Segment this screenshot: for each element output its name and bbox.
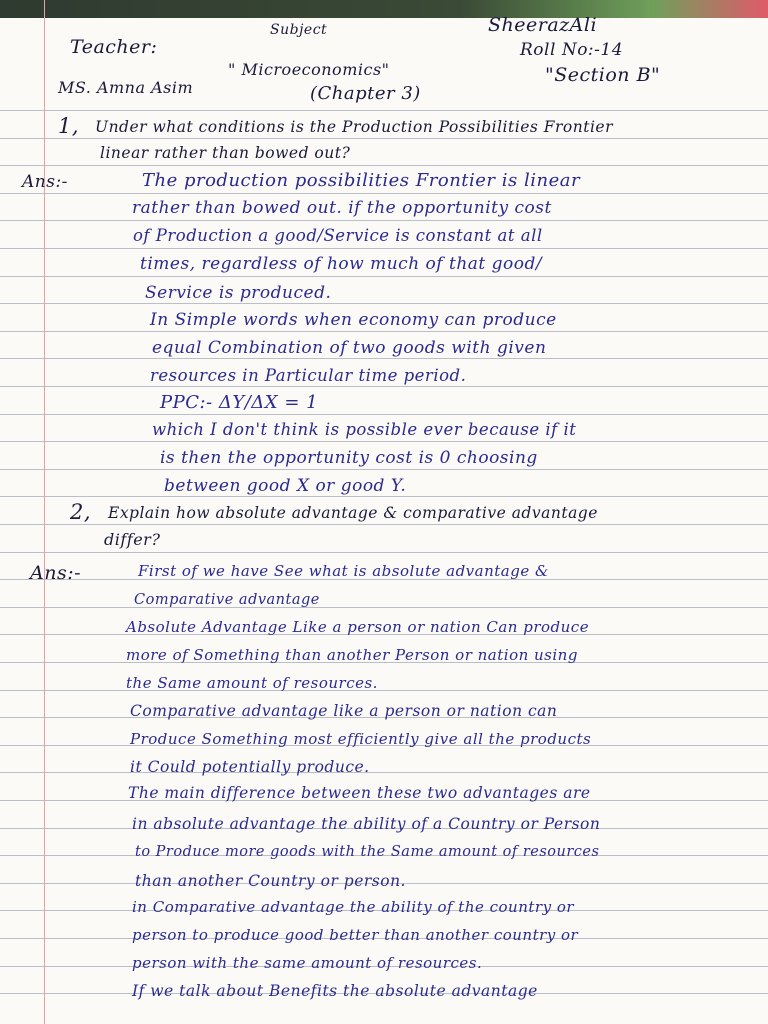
answer-line: rather than bowed out. if the opportunity cost (132, 198, 552, 218)
ruled-line (0, 165, 768, 166)
answer-line: it Could potentially produce. (130, 758, 370, 776)
teacher-name: MS. Amna Asim (58, 78, 194, 97)
question-line: linear rather than bowed out? (100, 144, 351, 162)
answer-line: In Simple words when economy can produce (150, 310, 557, 330)
answer-line: in Comparative advantage the ability of the country or (132, 898, 575, 916)
chapter: (Chapter 3) (310, 83, 421, 104)
ruled-line (0, 469, 768, 470)
question-number: 2, (70, 500, 92, 524)
ruled-line (0, 303, 768, 304)
ruled-line (0, 248, 768, 249)
ruled-line (0, 772, 768, 773)
answer-line: than another Country or person. (135, 872, 406, 890)
ruled-line (0, 386, 768, 387)
answer-label: Ans:- (30, 562, 82, 584)
answer-line: Produce Something most efficiently give all the products (130, 730, 592, 748)
ruled-line (0, 496, 768, 497)
answer-line: equal Combination of two goods with given (152, 338, 547, 358)
answer-line: which I don't think is possible ever because if it (152, 420, 577, 439)
answer-line: PPC:- ΔY/ΔX = 1 (160, 392, 319, 413)
answer-line: to Produce more goods with the Same amount of resources (135, 844, 600, 860)
answer-line: The main difference between these two advantages are (128, 784, 591, 802)
ruled-line (0, 358, 768, 359)
ruled-line (0, 276, 768, 277)
ruled-line (0, 524, 768, 525)
answer-line: Comparative advantage like a person or nation can (130, 702, 558, 720)
answer-line: Absolute Advantage Like a person or nation Can produce (126, 618, 590, 636)
student-name: SheerazAli (488, 14, 598, 36)
roll-no: Roll No:-14 (520, 40, 624, 60)
margin-line (44, 0, 45, 1024)
question-number: 1, (58, 114, 80, 138)
answer-line: Service is produced. (145, 283, 332, 303)
answer-line: First of we have See what is absolute advantage & (138, 562, 549, 580)
ruled-line (0, 690, 768, 691)
ruled-line (0, 552, 768, 553)
answer-line: If we talk about Benefits the absolute advantage (132, 982, 538, 1000)
answer-label: Ans:- (22, 172, 68, 192)
ruled-line (0, 331, 768, 332)
answer-line: is then the opportunity cost is 0 choosing (160, 448, 538, 468)
ruled-line (0, 607, 768, 608)
ruled-line (0, 110, 768, 111)
ruled-line (0, 220, 768, 221)
section: "Section B" (545, 64, 661, 86)
ruled-line (0, 138, 768, 139)
answer-line: in absolute advantage the ability of a Country or Person (132, 815, 601, 833)
question-line: Explain how absolute advantage & comparative advantage (108, 504, 598, 522)
ruled-line (0, 414, 768, 415)
subject-name: " Microeconomics" (228, 60, 390, 79)
answer-line: resources in Particular time period. (150, 366, 467, 385)
question-line: Under what conditions is the Production Possibilities Frontier (95, 118, 613, 136)
background-strip (0, 0, 768, 18)
answer-line: person with the same amount of resources. (132, 954, 483, 972)
answer-line: the Same amount of resources. (126, 674, 378, 692)
ruled-line (0, 441, 768, 442)
answer-line: Comparative advantage (134, 592, 320, 608)
answer-line: more of Something than another Person or nation using (126, 646, 578, 664)
ruled-line (0, 193, 768, 194)
answer-line: The production possibilities Frontier is linear (142, 170, 581, 191)
answer-line: of Production a good/Service is constant at all (133, 226, 543, 245)
answer-line: person to produce good better than another country or (132, 926, 579, 944)
teacher-label: Teacher: (70, 36, 158, 58)
question-line: differ? (104, 530, 161, 549)
answer-line: times, regardless of how much of that good/ (140, 254, 543, 274)
subject-label: Subject (270, 22, 328, 38)
answer-line: between good X or good Y. (164, 476, 407, 496)
